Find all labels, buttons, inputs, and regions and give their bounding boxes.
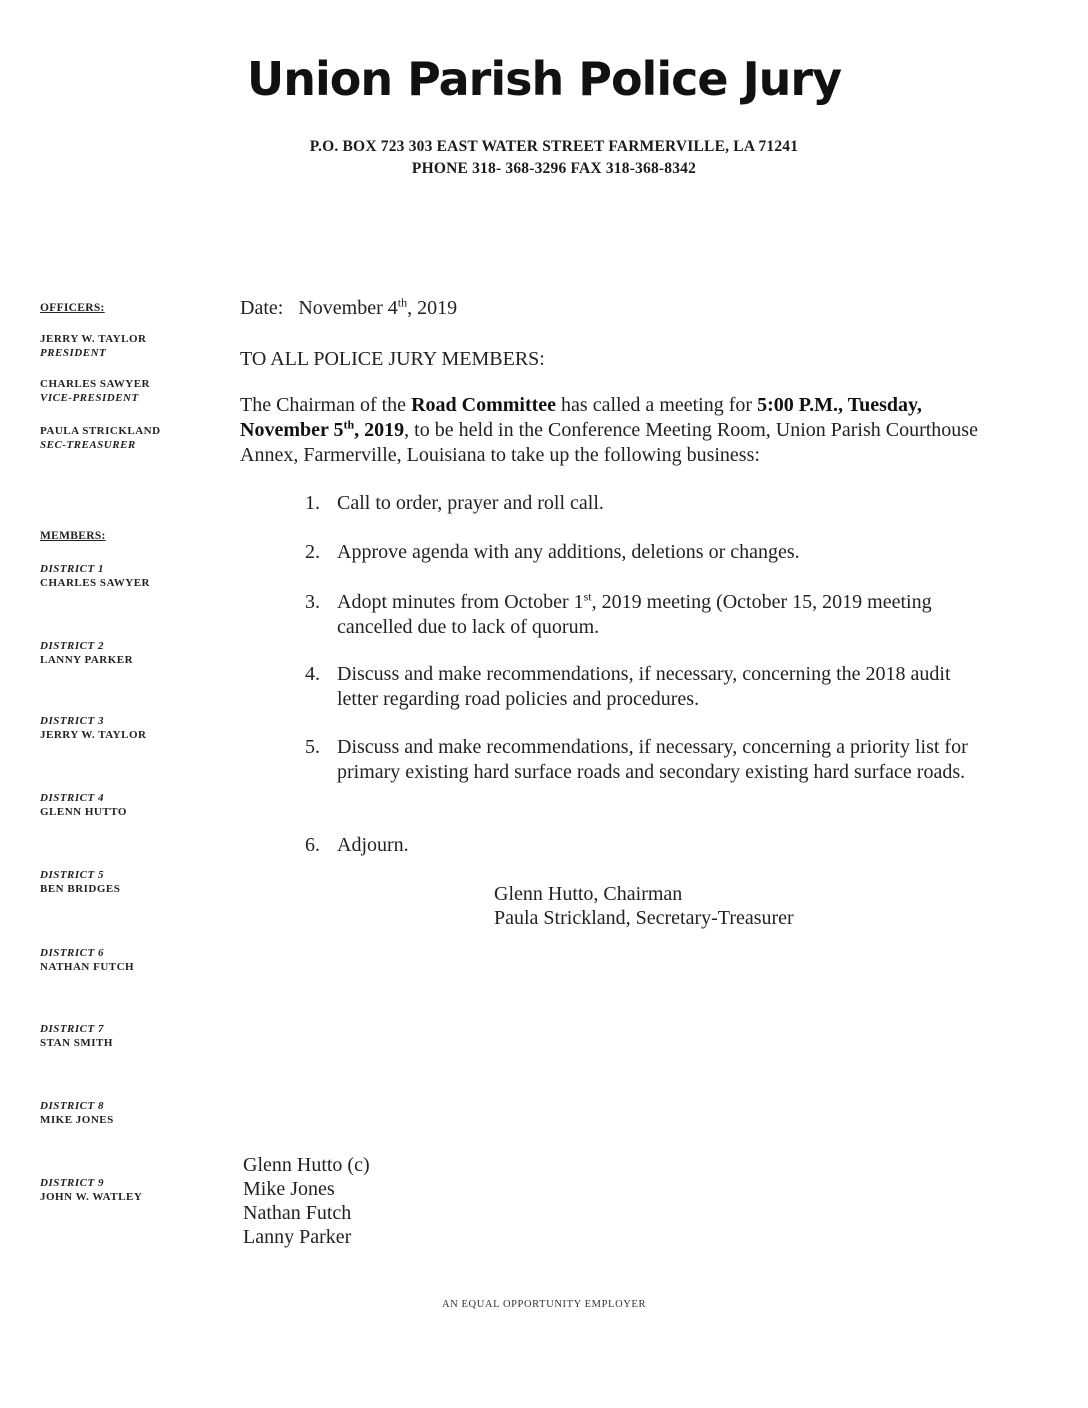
- agenda-number: 2.: [305, 541, 320, 563]
- agenda-item-text: Adopt minutes from October 1: [337, 591, 584, 613]
- member-district: DISTRICT 6: [40, 947, 104, 959]
- agenda-item-text: , 2019 meeting (October 15, 2019 meeting cancelled due to lack of quorum.: [337, 591, 932, 638]
- member-name: JOHN W. WATLEY: [40, 1191, 143, 1203]
- address-line: P.O. BOX 723 303 EAST WATER STREET FARMERVILLE, LA 71241: [309, 138, 799, 155]
- member-name: STAN SMITH: [40, 1037, 113, 1049]
- officer-name: PAULA STRICKLAND: [40, 425, 161, 437]
- committee-member: Mike Jones: [243, 1178, 335, 1200]
- member-name: BEN BRIDGES: [40, 883, 121, 895]
- committee-name: Road Committee: [411, 394, 557, 416]
- notice-text: The Chairman of the: [240, 394, 412, 416]
- member-name: GLENN HUTTO: [40, 806, 127, 818]
- meeting-time-suffix: th: [343, 417, 355, 432]
- committee-member: Nathan Futch: [243, 1202, 352, 1224]
- member-district: DISTRICT 3: [40, 715, 104, 727]
- date-suffix: th: [397, 295, 408, 310]
- notice-text: has called a meeting for: [556, 394, 758, 416]
- date-label: Date:: [240, 297, 284, 319]
- agenda-item: Discuss and make recommendations, if necessary, concerning the 2018 audit letter regarding road policies and procedures.: [337, 663, 951, 710]
- notice-text: , to be held in the Conference Meeting Room, Union Parish Courthouse Annex, Farmerville, Louisiana to take up the following business:: [240, 419, 978, 466]
- agenda-item: [337, 590, 977, 640]
- agenda-item: Discuss and make recommendations, if necessary, concerning a priority list for primary existing hard surface roads and secondary existing hard surface roads.: [337, 736, 968, 783]
- date-year: , 2019: [407, 297, 458, 319]
- meeting-notice: [240, 393, 980, 468]
- member-name: CHARLES SAWYER: [40, 577, 150, 589]
- agenda-number: 6.: [305, 834, 320, 856]
- officers-heading: OFFICERS:: [40, 302, 105, 314]
- meeting-time-year: , 2019: [354, 419, 405, 441]
- officer-name: JERRY W. TAYLOR: [40, 333, 147, 345]
- member-district: DISTRICT 7: [40, 1023, 104, 1035]
- officer-name: CHARLES SAWYER: [40, 378, 150, 390]
- phone-fax-line: PHONE 318- 368-3296 FAX 318-368-8342: [411, 160, 697, 177]
- member-district: DISTRICT 4: [40, 792, 104, 804]
- signature-secretary: Paula Strickland, Secretary-Treasurer: [494, 907, 794, 929]
- committee-member: Glenn Hutto (c): [243, 1154, 370, 1176]
- agenda-item: Call to order, prayer and roll call.: [337, 492, 604, 514]
- footer-eoe: AN EQUAL OPPORTUNITY EMPLOYER: [441, 1299, 647, 1310]
- agenda-item: Adjourn.: [337, 834, 409, 856]
- agenda-number: 4.: [305, 663, 320, 685]
- date-month: November 4: [298, 297, 398, 319]
- signature-chairman: Glenn Hutto, Chairman: [494, 883, 683, 905]
- officer-title: PRESIDENT: [40, 347, 107, 359]
- officer-title: VICE-PRESIDENT: [40, 392, 139, 404]
- member-district: DISTRICT 1: [40, 563, 104, 575]
- member-district: DISTRICT 2: [40, 640, 104, 652]
- member-name: LANNY PARKER: [40, 654, 134, 666]
- agenda-number: 5.: [305, 736, 320, 758]
- member-name: NATHAN FUTCH: [40, 961, 135, 973]
- member-district: DISTRICT 8: [40, 1100, 104, 1112]
- letter-date: [240, 296, 457, 321]
- meeting-time-text: 5:00 P.M., Tuesday, November 5: [240, 394, 922, 441]
- salutation: TO ALL POLICE JURY MEMBERS:: [240, 348, 545, 370]
- member-name: MIKE JONES: [40, 1114, 114, 1126]
- member-district: DISTRICT 9: [40, 1177, 104, 1189]
- agenda-item-suffix: st: [583, 589, 592, 604]
- members-heading: MEMBERS:: [40, 530, 106, 542]
- officer-title: SEC-TREASURER: [40, 439, 136, 451]
- agenda-item: Approve agenda with any additions, deletions or changes.: [337, 541, 800, 563]
- member-name: JERRY W. TAYLOR: [40, 729, 147, 741]
- agenda-number: 1.: [305, 492, 320, 514]
- agenda-number: 3.: [305, 591, 320, 613]
- committee-member: Lanny Parker: [243, 1226, 352, 1248]
- page-title: Union Parish Police Jury: [246, 52, 842, 106]
- member-district: DISTRICT 5: [40, 869, 104, 881]
